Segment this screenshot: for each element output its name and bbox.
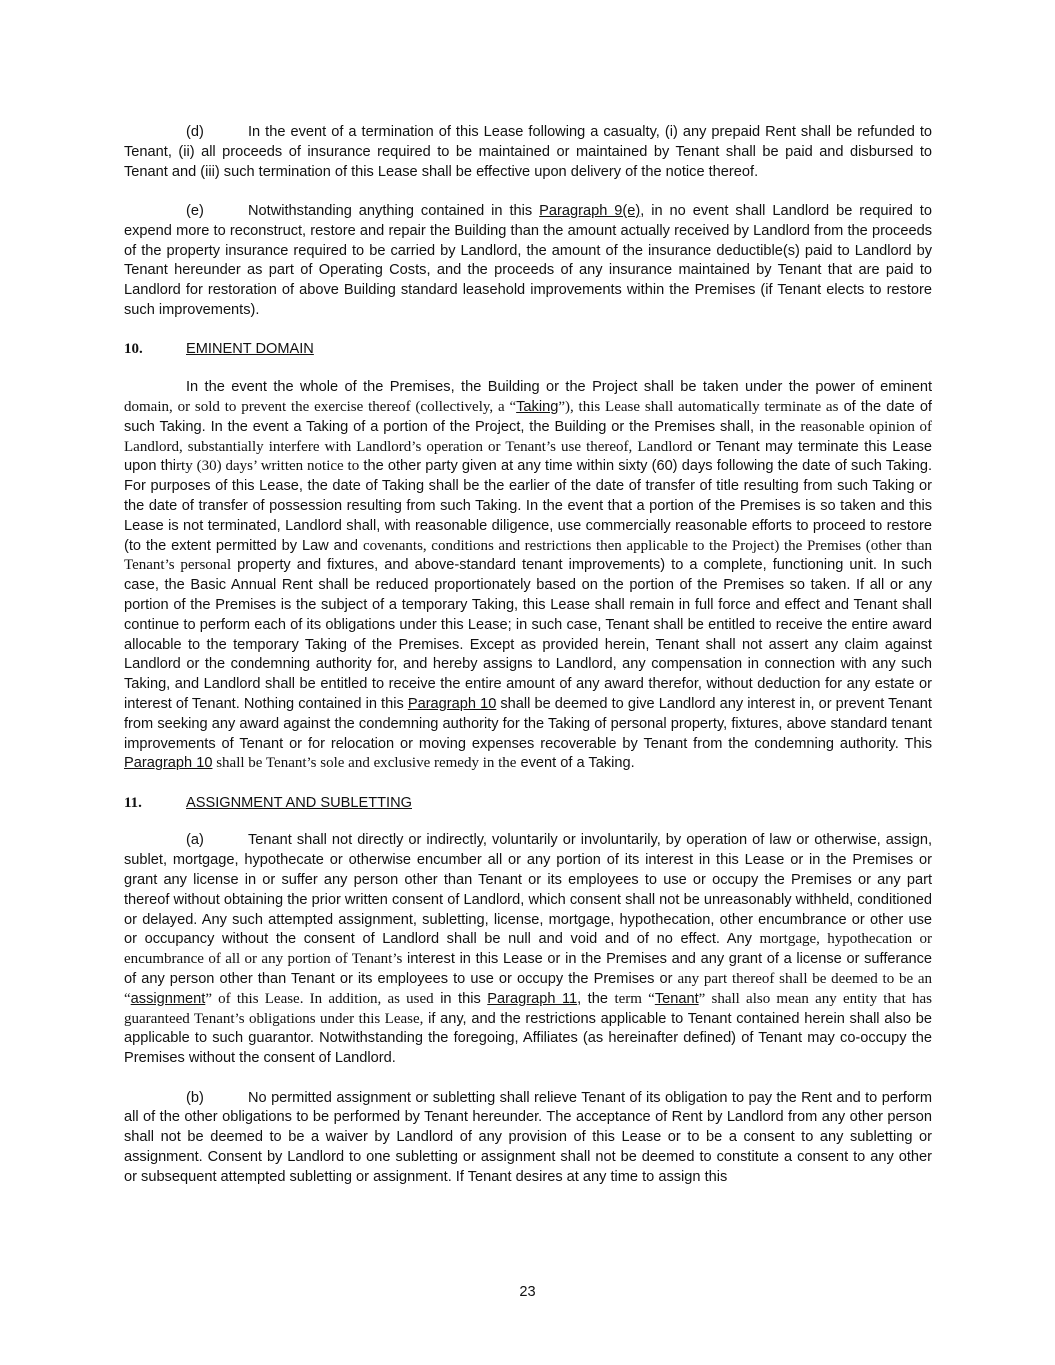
defined-term-taking: Taking [516, 398, 559, 415]
paragraph-text: Notwithstanding anything contained in this [248, 202, 540, 219]
paragraph-text: domain, or sold to prevent the exercise thereof (collectively, a “ [124, 398, 517, 415]
paragraph-text: In the event of a termination of this Lease following a casualty, (i) any prepaid Rent shall be refunded to Tenant, (ii) all proceeds of insurance required to be maintained or maintained by Tenant shall be paid and disbursed to Tenant and (iii) such termination of this Lease shall be effective upon delivery of the notice thereof. [124, 124, 932, 180]
paragraph-11a [124, 831, 932, 1069]
defined-term-assignment: assignment [130, 990, 206, 1007]
paragraph-text: ”), this Lease shall automatically terminate as [558, 398, 839, 415]
paragraph-9d [124, 123, 932, 182]
paragraph-label: (b) [186, 1089, 204, 1106]
paragraph-text: No permitted assignment or subletting shall relieve Tenant of its obligation to pay the Rent and to perform all of the other obligations to be performed by Tenant hereunder. The acceptance of Rent by Landlord from any other person shall not be deemed to be a waiver by Landlord of any provision of this Lease or to be a consent to any subletting or assignment. Consent by Landlord to one subletting or assignment shall not be deemed to constitute a consent to any other or subsequent attempted subletting or assignment. If Tenant desires at any time to assign this [124, 1089, 932, 1185]
paragraph-text: ” of this Lease. In addition, as used [205, 990, 434, 1007]
paragraph-text: of the date of such Taking. In the event a Taking of a portion of the Project, the Building or the Premises shall, in the [124, 398, 932, 435]
section-title: EMINENT DOMAIN [186, 341, 314, 358]
page-number: 23 [519, 1284, 536, 1300]
paragraph-text: term “ [614, 990, 655, 1007]
paragraph-11b [124, 1089, 932, 1188]
paragraph-text: the other party given at any time within sixty (60) days following the date of such Taking. For purposes of this Lease, the date of Taking shall be the earlier of the date of transfer of title resulting from such Taking or the date of transfer of possession resulting from such Taking. In the event that a portion of the Premises is so taken and this Lease is not terminated, Landlord shall, with reasonable diligence, use commercially reasonable efforts to proceed to restore (to the extent permitted by Law and [124, 458, 933, 554]
section-heading-10 [124, 340, 932, 360]
section-number: 10. [124, 341, 143, 358]
paragraph-text: event of a Taking. [516, 755, 635, 772]
cross-reference-paragraph-9e: Paragraph 9(e) [539, 202, 641, 219]
paragraph-label: (e) [186, 202, 204, 219]
paragraph-text: shall be deemed to give Landlord any interest in, or prevent Tenant from seeking any award against the condemning authority for the Taking of personal property, fixtures, above standard tenant improvements of Tenant or for relocation or moving expenses recoverable by Tenant from the condemning authority. This [124, 695, 932, 752]
section-number: 11. [124, 794, 142, 811]
paragraph-text: reasonable opinion of Landlord, substantially interfere with Landlord’s operation or Tenant’s use thereof, Landlord [124, 418, 932, 455]
paragraph-text: , in no event shall Landlord be required to expend more to reconstruct, restore and repair the Building than the amount actually received by Landlord from the proceeds of the property insurance required to be carried by Landlord, the amount of the insurance deductible(s) paid to Landlord by Tenant hereunder as part of Operating Costs, and the proceeds of any insurance maintained by Tenant that are paid to Landlord for restoration of above Building standard leasehold improvements within the Premises (if Tenant elects to restore such improvements). [124, 202, 932, 318]
paragraph-text: in this [433, 990, 488, 1007]
paragraph-text: if any, and the restrictions applicable to Tenant contained herein shall also be applicable to such guarantor. Notwithstanding the foregoing, Affiliates (as hereinafter defined) of Tenant may co-occupy the Premises without the consent of Landlord. [124, 1010, 932, 1067]
cross-reference-paragraph-10: Paragraph 10 [407, 695, 497, 712]
paragraph-9e [124, 202, 932, 321]
paragraph-10 [124, 378, 932, 774]
document-page [124, 123, 932, 1207]
paragraph-text: property and fixtures, and above-standard tenant improvements) to a complete, functioning unit. In such case, the Basic Annual Rent shall be reduced proportionately based on the portion of the Premises so taken. If all or any portion of the Premises is the subject of a temporary Taking, this Lease shall remain in full force and effect and Tenant shall continue to perform each of its obligations under this Lease; in such case, Tenant shall be entitled to receive the entire award allocable to the temporary Taking of the Premises. Except as provided herein, Tenant shall not assert any claim against Landlord or the condemning authority for, and hereby assigns to Landlord, any compensation in connection with any such Taking, and Landlord shall be entitled to receive the entire amount of any award therefor, without deduction for any estate or interest of Tenant. Nothing contained in this [124, 557, 932, 712]
paragraph-text: , the [577, 990, 615, 1007]
paragraph-label: (d) [186, 124, 204, 140]
paragraph-text: covenants, conditions and restrictions then applicable to the Project) the Premises (other than Tenant’s personal [124, 537, 932, 574]
section-heading-11 [124, 794, 932, 814]
section-title: ASSIGNMENT AND SUBLETTING [186, 794, 412, 811]
paragraph-text: any part thereof shall be deemed to be an “ [124, 971, 933, 1007]
defined-term-tenant: Tenant [654, 990, 699, 1007]
cross-reference-paragraph-11: Paragraph 11 [487, 990, 578, 1007]
paragraph-text: interest in this Lease or in the Premises and any grant of a license or sufferance of any person other than Tenant or its employees to use or occupy the Premises or [124, 951, 933, 988]
paragraph-text: In the event the whole of the Premises, the Building or the Project shall be taken under the power of eminent [186, 379, 932, 396]
paragraph-text: shall be Tenant’s sole and exclusive remedy in the [212, 755, 517, 772]
paragraph-text: ” shall also mean any entity that has guaranteed Tenant’s obligations under this Lease, [124, 990, 932, 1027]
paragraph-text: Tenant shall not directly or indirectly, voluntarily or involuntarily, by operation of law or otherwise, assign, sublet, mortgage, hypothecate or otherwise encumber all or any portion of its interest in this Lease or in the Premises or grant any license in or suffer any person other than Tenant or its employees to use or occupy the Premises or any part thereof without obtaining the prior written consent of Landlord, which consent shall not be unreasonably withheld, conditioned or delayed. Any such attempted assignment, subletting, license, mortgage, hypothecation, other encumbrance or other use or occupancy without the consent of Landlord shall be null and void and of no effect. Any [124, 832, 932, 948]
paragraph-text: or Tenant may terminate this Lease upon thi [124, 438, 932, 475]
cross-reference-paragraph-10: Paragraph 10 [124, 755, 213, 772]
paragraph-label: (a) [186, 832, 204, 849]
paragraph-text: mortgage, hypothecation or encumbrance of all or any portion of Tenant’s [124, 931, 932, 968]
paragraph-text: rty (30) days’ written notice to [176, 458, 360, 475]
